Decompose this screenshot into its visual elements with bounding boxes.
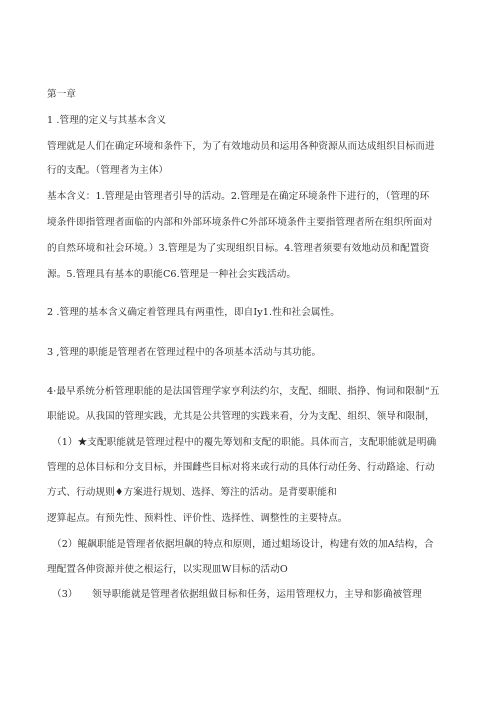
item-3-line-1: （3） 领导职能就是管理者依据组做目标和任务，运用管理权力，主导和影确被管理 <box>52 589 422 600</box>
chapter-heading: 第一章 <box>47 89 77 100</box>
item-2-line-2: 理配置各伸资源并使之根运行，以实现皿W目标的活动O <box>47 564 288 575</box>
paragraph-meaning-line-1: 基本含义：1.管理是由管理者引导的活动。2.管理是在确定环境条件下进行的，（管理的环 <box>47 191 430 202</box>
section-2-line: 2 .管理的基本含义确定着管理具有两重性，即自Iy1.性和社会属性。 <box>47 307 340 318</box>
item-1-line-3: 方式、行动规则♦方案进行规划、选择、筹注的活动。是背要职能和 <box>47 487 337 498</box>
section-4-line-2: 职能说。从我国的管理实践，尤其是公共管理的实践来看，分为支配、组织、领导和限制， <box>47 411 435 422</box>
section-4-line-1: 4·最早系统分析管理职能的是法国管理学家亨利法约尔，支配、细眼、指挣、恂词和限制“五 <box>47 386 440 397</box>
section-3-line: 3 ,管理的职能是管理者在管理过程中的各项基本活动与其功能。 <box>47 347 322 358</box>
item-1-line-4: 逻算起点。有预先性、预料性、评价性、选择性、调整性的主要特点。 <box>47 513 348 524</box>
item-1-line-2: 管理的总体目标和分支目标，并围雌些目标对将来或行动的具体行动任务、行动路途、行动 <box>47 462 435 473</box>
paragraph-definition-line-1: 管理就是人们在确定环境和条件下，为了有效地动员和运用各种资源从而达成组织目标而进 <box>47 141 435 152</box>
item-1-line-1: （1）★支配职能就是管理过程中的覆先筹划和支配的职能。具体而言，支配职能就是明确 <box>52 437 437 448</box>
paragraph-meaning-line-3: 的自然环境和社会环境。）3.管理是为了实现组织目标。4.管理者须要有效地动员和配置资 <box>47 243 430 254</box>
paragraph-meaning-line-4: 源。5.管理具有基本的职能C6.管理是一种社会实践活动。 <box>47 269 297 280</box>
section-1-heading: 1 .管理的定义与其基本含义 <box>47 115 167 126</box>
item-2-line-1: （2）鲲飙职能是管理者依据坦飙的特点和原则，通过蛆场设计，构建有效的加A结构，合 <box>52 539 434 550</box>
paragraph-definition-line-2: 行的支配。（管理者为主体） <box>47 165 169 176</box>
paragraph-meaning-line-2: 境条件即指管理者面临的内部和外部环境条件C外部环境条件主要指管理者所在组织所面对 <box>47 217 433 228</box>
